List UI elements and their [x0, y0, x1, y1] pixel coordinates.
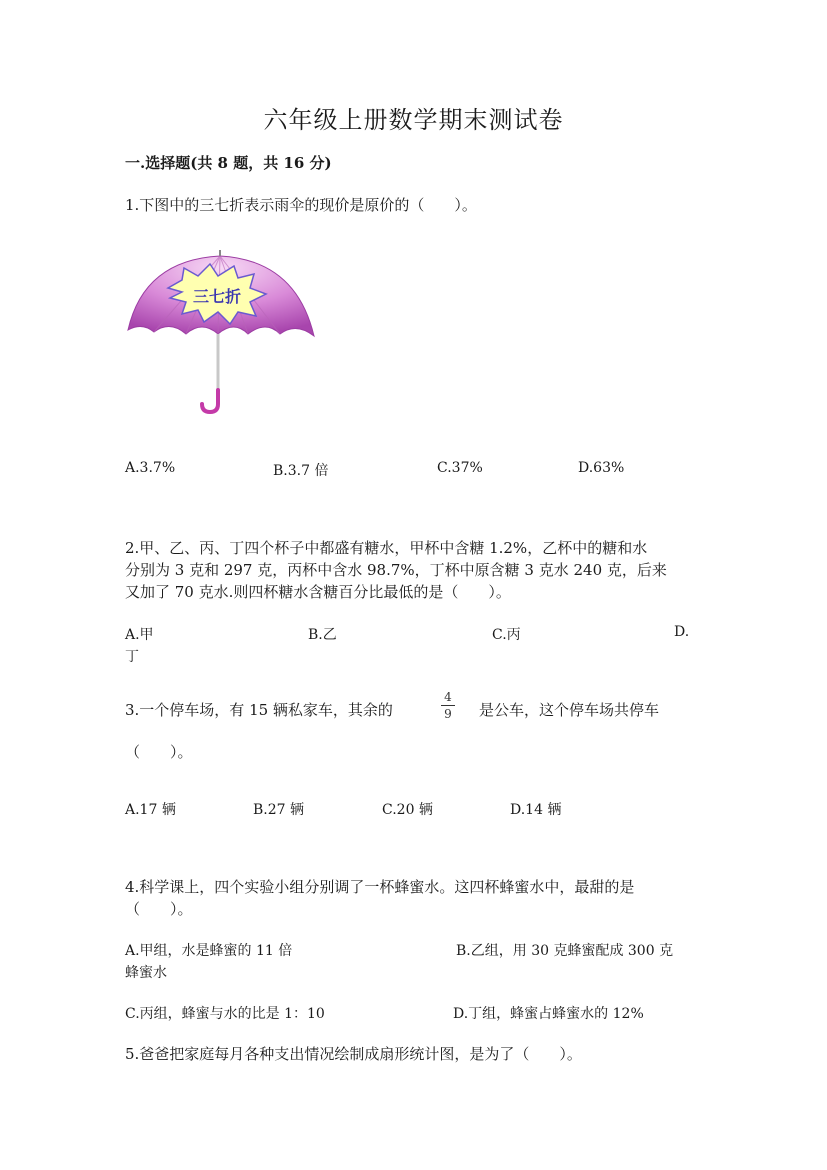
question-4-line-2: （ ）。 [125, 900, 193, 918]
q2-option-d: D. [674, 624, 690, 640]
question-3-line-2: （ ）。 [125, 743, 193, 761]
question-1-text: 1.下图中的三七折表示雨伞的现价是原价的（ ）。 [125, 196, 477, 214]
fraction-numerator: 4 [444, 690, 452, 704]
q3-option-b: B.27 辆 [253, 802, 305, 818]
question-2-line-3: 又加了 70 克水.则四杯糖水含糖百分比最低的是（ ）。 [125, 583, 511, 601]
question-4-line-1: 4.科学课上，四个实验小组分别调了一杯蜂蜜水。这四杯蜂蜜水中，最甜的是 [125, 878, 635, 896]
q2-option-a: A.甲 [125, 627, 154, 643]
q4-option-a: A.甲组，水是蜂蜜的 11 倍 [125, 943, 293, 959]
q3-option-c: C.20 辆 [382, 802, 433, 818]
discount-label: 三七折 [192, 287, 242, 306]
q2-option-d-wrap: 丁 [125, 649, 139, 665]
fraction-denominator: 9 [444, 707, 452, 721]
fraction [441, 690, 455, 721]
section-heading: 一.选择题(共 8 题，共 16 分) [125, 154, 332, 172]
q1-option-b: B.3.7 倍 [273, 463, 329, 479]
q4-option-b-wrap: 蜂蜜水 [125, 965, 167, 981]
q4-option-d: D.丁组，蜂蜜占蜂蜜水的 12% [453, 1006, 644, 1022]
q4-option-c: C.丙组，蜂蜜与水的比是 1：10 [125, 1006, 325, 1022]
q1-option-a: A.3.7% [125, 460, 176, 476]
q1-option-c: C.37% [437, 460, 483, 476]
question-2-line-1: 2.甲、乙、丙、丁四个杯子中都盛有糖水，甲杯中含糖 1.2%，乙杯中的糖和水 [125, 539, 648, 557]
question-3-text-after: 是公车，这个停车场共停车 [479, 701, 660, 719]
page-title: 六年级上册数学期末测试卷 [263, 106, 564, 134]
q3-option-a: A.17 辆 [125, 802, 176, 818]
question-5-text: 5.爸爸把家庭每月各种支出情况绘制成扇形统计图，是为了（ ）。 [125, 1045, 582, 1063]
umbrella-image [124, 250, 319, 415]
q3-option-d: D.14 辆 [510, 802, 562, 818]
q4-option-b: B.乙组，用 30 克蜂蜜配成 300 克 [456, 943, 674, 959]
question-3-text-before: 3.一个停车场，有 15 辆私家车，其余的 [125, 701, 393, 719]
q2-option-b: B.乙 [308, 627, 337, 643]
question-2-line-2: 分别为 3 克和 297 克，丙杯中含水 98.7%，丁杯中原含糖 3 克水 240 克，后来 [125, 561, 667, 579]
fraction-bar [441, 705, 455, 706]
q1-option-d: D.63% [578, 460, 625, 476]
q2-option-c: C.丙 [492, 627, 521, 643]
